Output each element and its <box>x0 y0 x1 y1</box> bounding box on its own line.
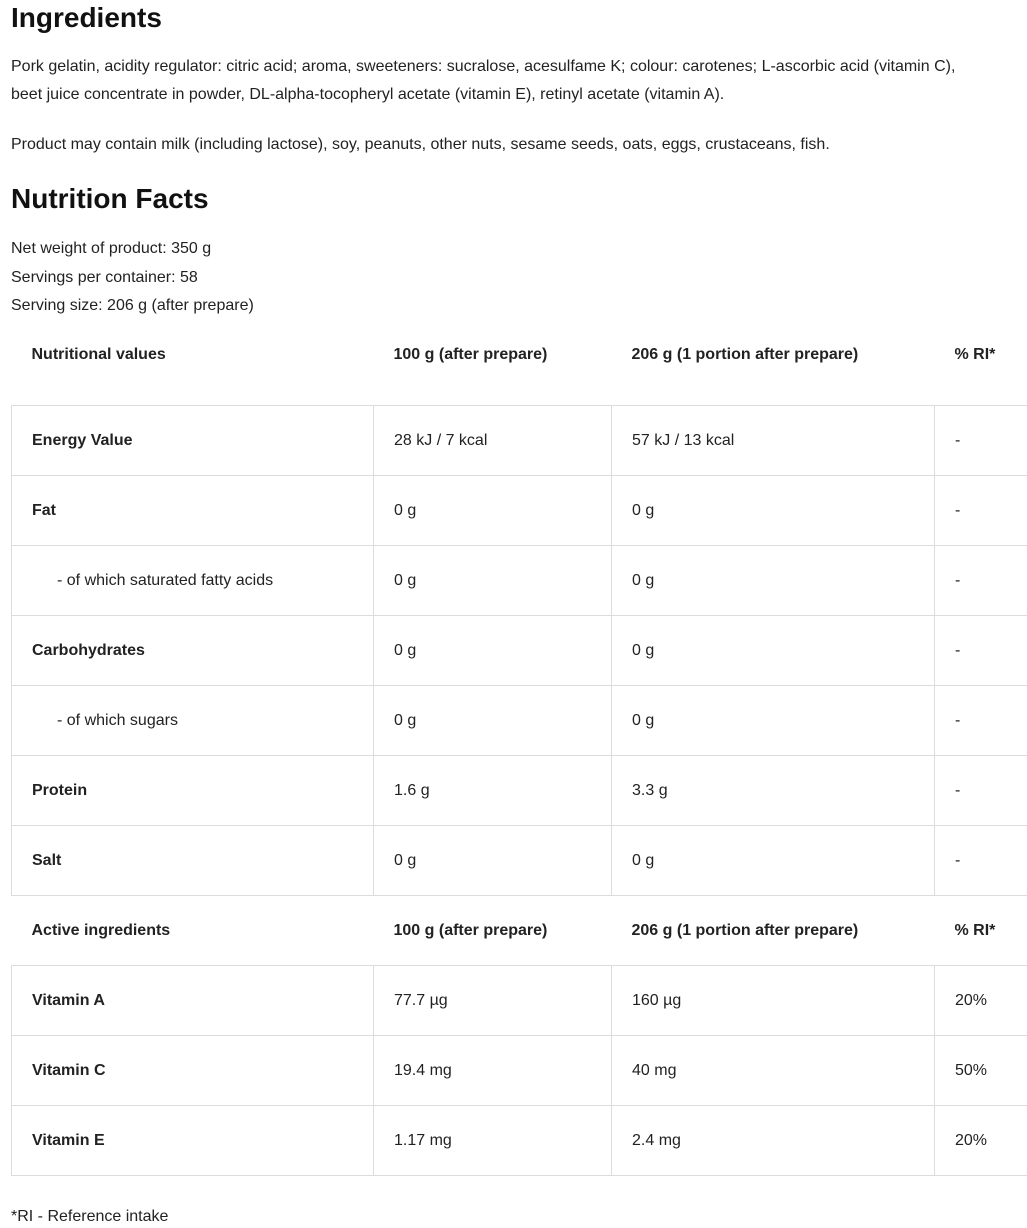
value-per-100g: 28 kJ / 7 kcal <box>374 406 612 476</box>
product-facts <box>11 235 1027 321</box>
header-cell: 100 g (after prepare) <box>374 338 612 406</box>
value-per-portion: 0 g <box>612 686 935 756</box>
row-label: Vitamin E <box>12 1106 374 1176</box>
table-row <box>12 756 1027 826</box>
nutrition-table <box>11 338 1027 1177</box>
header-cell: % RI* <box>935 338 1027 406</box>
value-per-100g: 0 g <box>374 616 612 686</box>
header-cell: 206 g (1 portion after prepare) <box>612 896 935 966</box>
footnote: *RI - Reference intake <box>11 1206 1027 1228</box>
row-label: Fat <box>12 476 374 546</box>
ingredients-heading: Ingredients <box>11 0 1027 36</box>
nutritional-header-row <box>12 338 1027 406</box>
row-label: Protein <box>12 756 374 826</box>
active-ingredients-header-row <box>12 896 1027 966</box>
value-ri: - <box>935 616 1027 686</box>
allergen-text: Product may contain milk (including lactose), soy, peanuts, other nuts, sesame seeds, oats, eggs, crustaceans, fish. <box>11 131 971 159</box>
value-per-portion: 0 g <box>612 546 935 616</box>
table-row <box>12 476 1027 546</box>
value-per-portion: 40 mg <box>612 1036 935 1106</box>
table-row <box>12 966 1027 1036</box>
value-per-portion: 57 kJ / 13 kcal <box>612 406 935 476</box>
value-per-portion: 3.3 g <box>612 756 935 826</box>
header-cell: 100 g (after prepare) <box>374 896 612 966</box>
net-weight: Net weight of product: 350 g <box>11 235 1027 264</box>
serving-size: Serving size: 206 g (after prepare) <box>11 292 1027 321</box>
value-per-100g: 77.7 µg <box>374 966 612 1036</box>
value-per-100g: 1.17 mg <box>374 1106 612 1176</box>
row-label: Carbohydrates <box>12 616 374 686</box>
row-label: - of which sugars <box>12 686 374 756</box>
value-per-portion: 0 g <box>612 826 935 896</box>
servings-per-container: Servings per container: 58 <box>11 264 1027 293</box>
value-ri: 20% <box>935 966 1027 1036</box>
value-ri: - <box>935 406 1027 476</box>
value-ri: - <box>935 686 1027 756</box>
value-per-portion: 0 g <box>612 476 935 546</box>
table-row <box>12 686 1027 756</box>
value-per-portion: 160 µg <box>612 966 935 1036</box>
table-row <box>12 1106 1027 1176</box>
value-ri: - <box>935 756 1027 826</box>
row-label: Vitamin C <box>12 1036 374 1106</box>
nutrition-facts-heading: Nutrition Facts <box>11 181 1027 217</box>
value-per-portion: 2.4 mg <box>612 1106 935 1176</box>
value-per-portion: 0 g <box>612 616 935 686</box>
value-per-100g: 0 g <box>374 546 612 616</box>
value-ri: - <box>935 476 1027 546</box>
table-row <box>12 826 1027 896</box>
row-label: Salt <box>12 826 374 896</box>
header-cell: 206 g (1 portion after prepare) <box>612 338 935 406</box>
table-row <box>12 616 1027 686</box>
table-row <box>12 546 1027 616</box>
value-ri: - <box>935 826 1027 896</box>
header-cell: % RI* <box>935 896 1027 966</box>
value-ri: - <box>935 546 1027 616</box>
value-per-100g: 0 g <box>374 826 612 896</box>
table-row <box>12 406 1027 476</box>
value-per-100g: 19.4 mg <box>374 1036 612 1106</box>
value-per-100g: 0 g <box>374 476 612 546</box>
value-per-100g: 0 g <box>374 686 612 756</box>
value-ri: 50% <box>935 1036 1027 1106</box>
row-label: Energy Value <box>12 406 374 476</box>
row-label: - of which saturated fatty acids <box>12 546 374 616</box>
header-cell: Nutritional values <box>12 338 374 406</box>
ingredients-text: Pork gelatin, acidity regulator: citric acid; aroma, sweeteners: sucralose, acesulfame K; colour: carotenes; L-ascorbic acid (vitamin C), beet juice concentrate in powder, DL-alpha-tocopheryl acetate (vitamin E), retinyl acetate (vitamin A). <box>11 53 971 109</box>
value-ri: 20% <box>935 1106 1027 1176</box>
row-label: Vitamin A <box>12 966 374 1036</box>
header-cell: Active ingredients <box>12 896 374 966</box>
table-row <box>12 1036 1027 1106</box>
value-per-100g: 1.6 g <box>374 756 612 826</box>
